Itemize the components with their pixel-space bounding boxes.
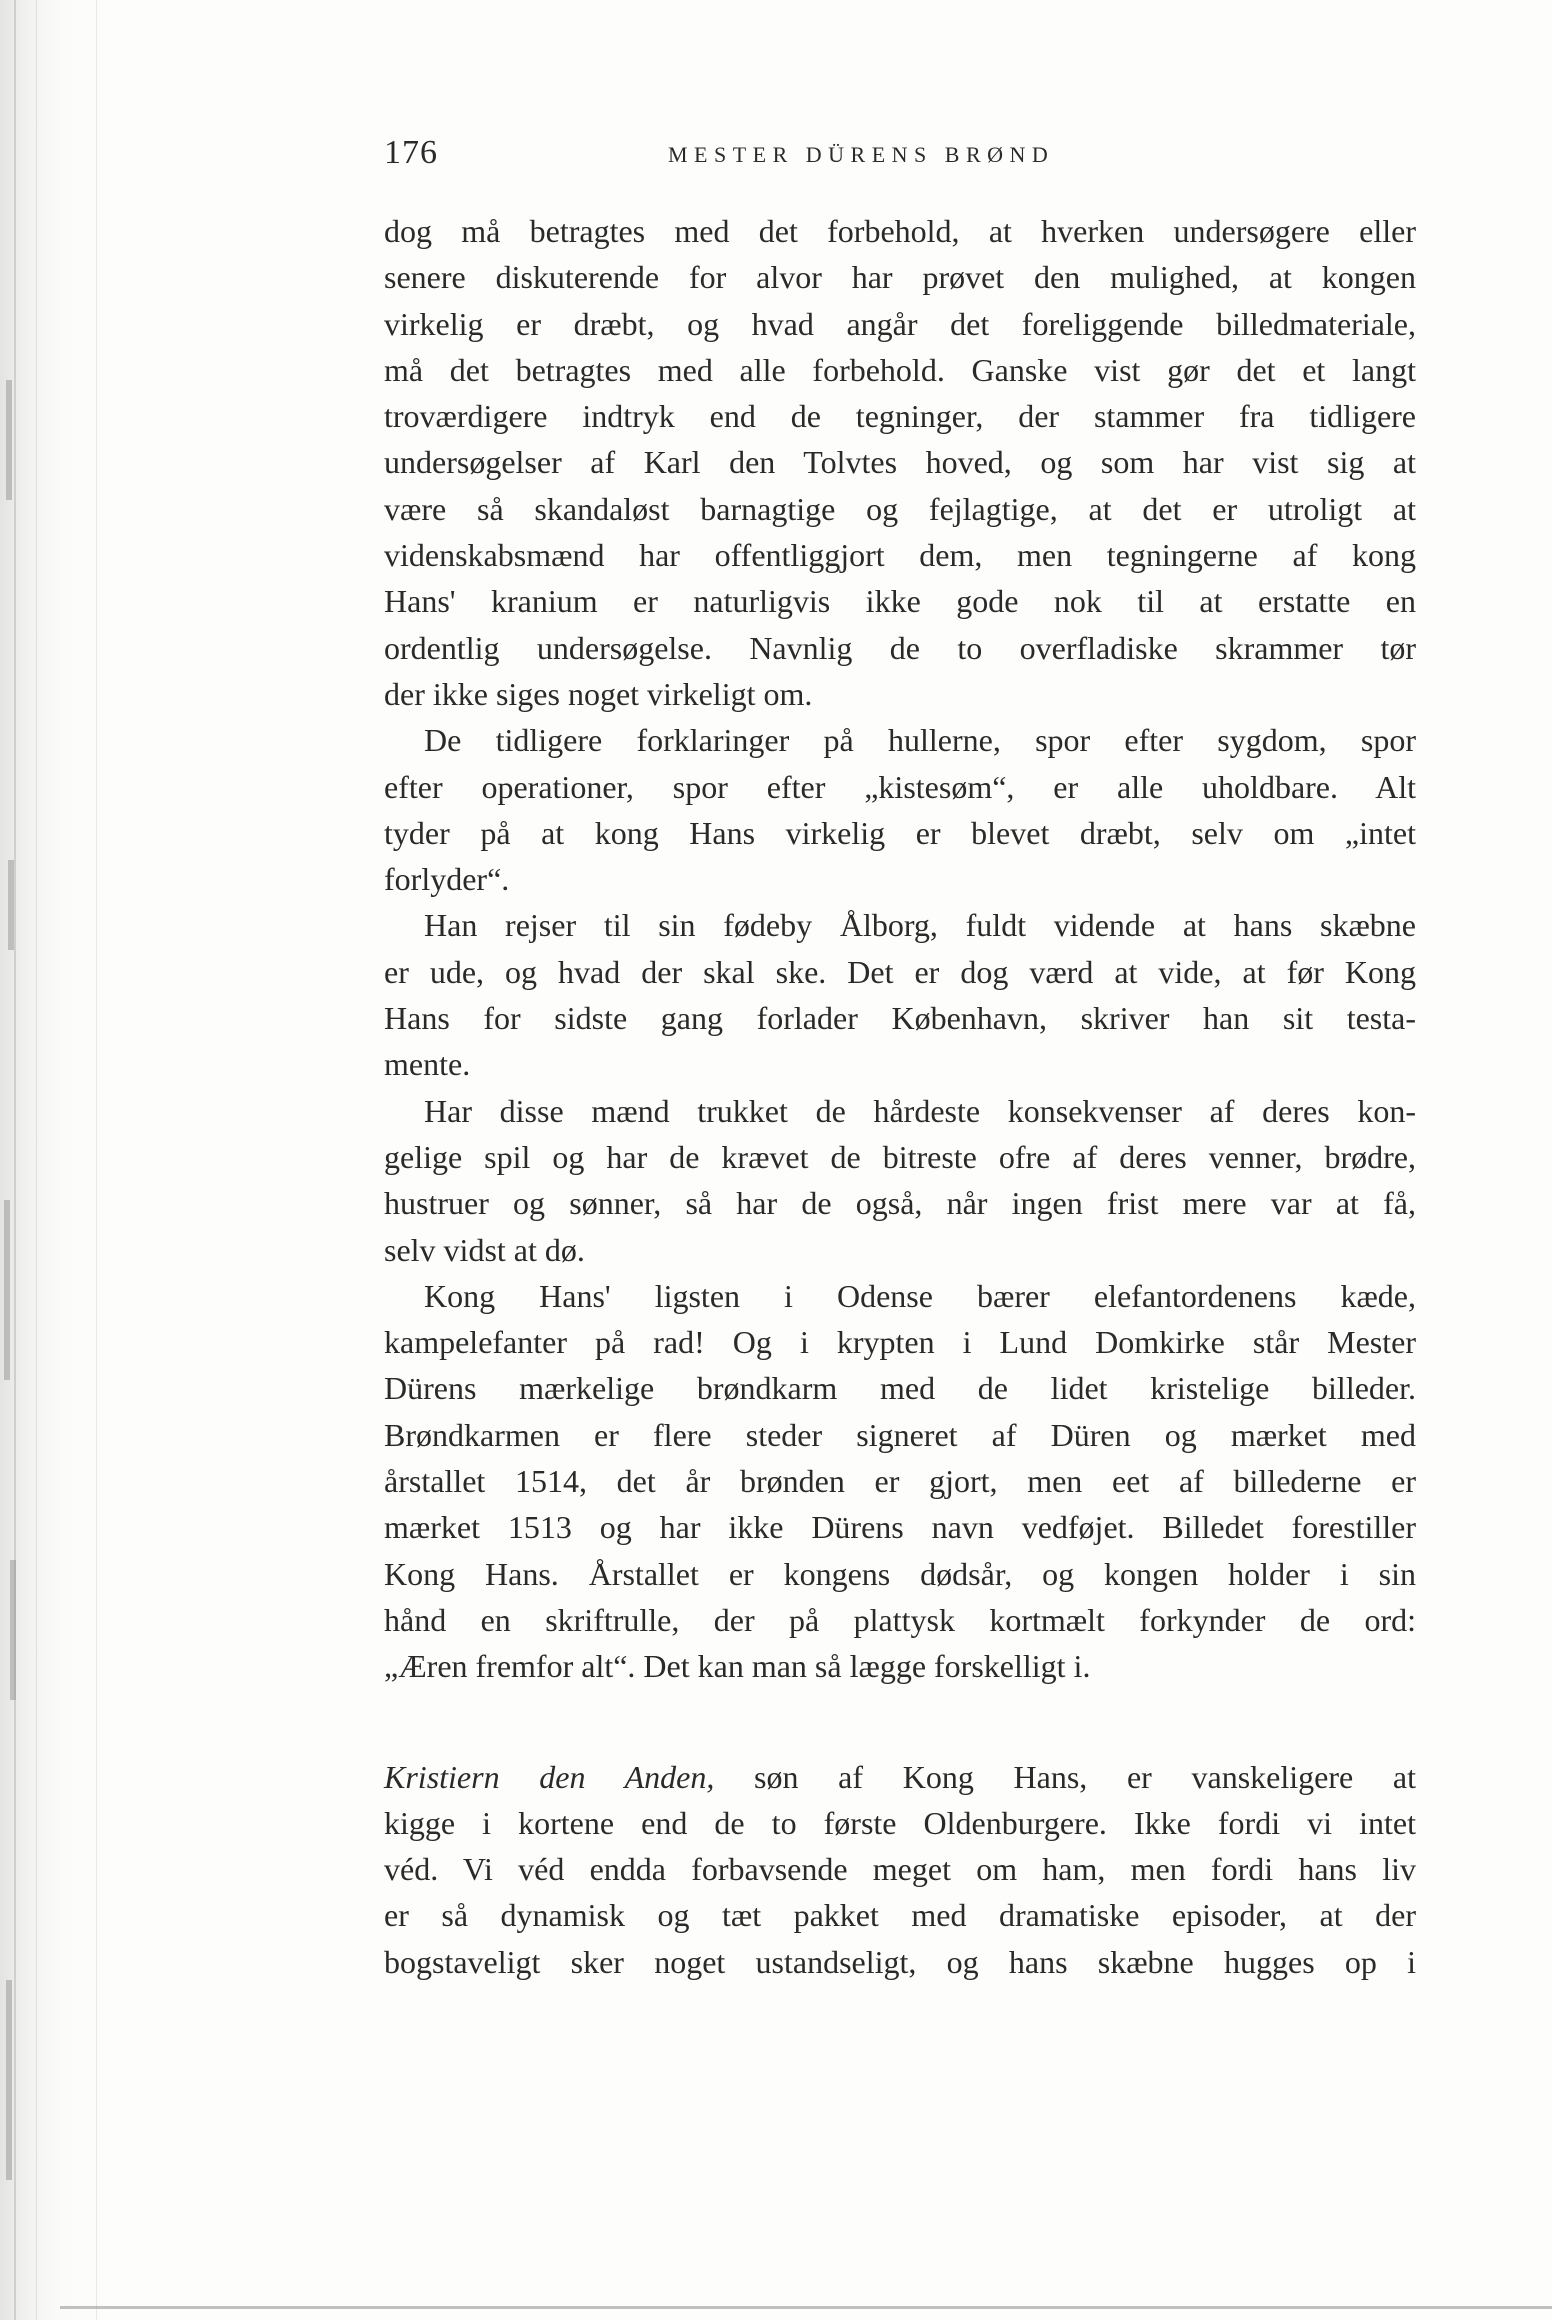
section-gap: [384, 1690, 1416, 1754]
text-line: dog må betragtes med det forbehold, at hverken undersøgere eller: [384, 213, 1416, 249]
gutter-mark: [4, 1200, 10, 1380]
text-line: tyder på at kong Hans virkelig er blevet dræbt, selv om „intet: [384, 814, 1416, 851]
gutter-line: [36, 0, 37, 2320]
text-line: er så dynamisk og tæt pakket med dramatiske episoder, at der: [384, 1897, 1416, 1934]
text-line: Han rejser til sin fødeby Ålborg, fuldt vidende at hans skæbne: [424, 907, 1416, 944]
italic-name: Kristiern den Anden,: [384, 1758, 715, 1795]
text-line: er ude, og hvad der skal ske. Det er dog værd at vide, at før Kong: [384, 953, 1416, 990]
text-line: videnskabsmænd har offentliggjort dem, men tegningerne af kong: [384, 537, 1416, 574]
text-line: „Æren fremfor alt“. Det kan man så lægge forskelligt i.: [384, 1648, 1091, 1685]
gutter-line: [96, 0, 97, 2320]
text-line: Har disse mænd trukket de hårdeste konsekvenser af deres kon-: [424, 1092, 1416, 1129]
text-line: bogstaveligt sker noget ustandseligt, og hans skæbne hugges op i: [384, 1943, 1416, 1980]
text-line: Hans for sidste gang forlader København, skriver han sit testa-: [384, 1000, 1416, 1037]
text-line: Brøndkarmen er flere steder signeret af Düren og mærket med: [384, 1416, 1416, 1453]
text-line: Dürens mærkelige brøndkarm med de lidet kristelige billeder.: [384, 1370, 1416, 1407]
paragraph: [384, 1088, 1416, 1273]
text-line: troværdigere indtryk end de tegninger, der stammer fra tidligere: [384, 398, 1416, 435]
text-line: der ikke siges noget virkeligt om.: [384, 675, 813, 712]
gutter-line: [14, 0, 16, 2320]
gutter-mark: [8, 860, 14, 950]
text-line: må det betragtes med alle forbehold. Ganske vist gør det et langt: [384, 351, 1416, 388]
bottom-rule: [60, 2306, 1552, 2309]
text-line: selv vidst at dø.: [384, 1231, 585, 1268]
gutter-mark: [6, 1980, 12, 2180]
text-line: Hans' kranium er naturligvis ikke gode nok til at erstatte en: [384, 583, 1416, 620]
text-line: véd. Vi véd endda forbavsende meget om ham, men fordi hans liv: [384, 1851, 1416, 1888]
text-line: kampelefanter på rad! Og i krypten i Lund Domkirke står Mester: [384, 1324, 1416, 1361]
text-line: hustruer og sønner, så har de også, når ingen frist mere var at få,: [384, 1185, 1416, 1222]
text-line: mente.: [384, 1046, 471, 1083]
text-line: De tidligere forklaringer på hullerne, spor efter sygdom, spor: [424, 722, 1416, 759]
text-line: Kong Hans' ligsten i Odense bærer elefantordenens kæde,: [424, 1277, 1416, 1314]
paragraph: [384, 1754, 1416, 1985]
paragraph: [384, 1273, 1416, 1690]
text-line: efter operationer, spor efter „kistesøm“, er alle uholdbare. Alt: [384, 768, 1416, 805]
text-line: virkelig er dræbt, og hvad angår det foreliggende billedmateriale,: [384, 305, 1416, 342]
paragraph: [384, 717, 1416, 902]
text-line: forlyder“.: [384, 861, 510, 898]
text-line: [384, 1754, 1416, 1800]
gutter-mark: [10, 1560, 16, 1700]
paragraph: [384, 208, 1416, 717]
page-number: 176: [384, 134, 438, 171]
text-line: Kong Hans. Årstallet er kongens dødsår, og kongen holder i sin: [384, 1555, 1416, 1592]
text-line: kigge i kortene end de to første Oldenburgere. Ikke fordi vi intet: [384, 1804, 1416, 1841]
text-line: årstallet 1514, det år brønden er gjort, men eet af billederne er: [384, 1463, 1416, 1500]
gutter-mark: [6, 380, 12, 500]
text-line: ordentlig undersøgelse. Navnlig de to overfladiske skrammer tør: [384, 629, 1416, 666]
text-line: gelige spil og har de krævet de bitreste ofre af deres venner, brødre,: [384, 1138, 1416, 1175]
running-head: [384, 134, 1414, 174]
text-line: mærket 1513 og har ikke Dürens navn vedføjet. Billedet forestiller: [384, 1509, 1416, 1546]
text-line: senere diskuterende for alvor har prøvet den mulighed, at kongen: [384, 259, 1416, 296]
body-text: [384, 208, 1416, 1985]
paragraph: [384, 902, 1416, 1087]
text-line: være så skandaløst barnagtige og fejlagtige, at det er utroligt at: [384, 490, 1416, 527]
text-line: undersøgelser af Karl den Tolvtes hoved, og som har vist sig at: [384, 444, 1416, 481]
text-line: hånd en skriftrulle, der på plattysk kortmælt forkynder de ord:: [384, 1601, 1416, 1638]
running-title: MESTER DÜRENS BRØND: [668, 142, 1055, 167]
text-run: søn af Kong Hans, er vanskeligere at: [714, 1758, 1417, 1795]
